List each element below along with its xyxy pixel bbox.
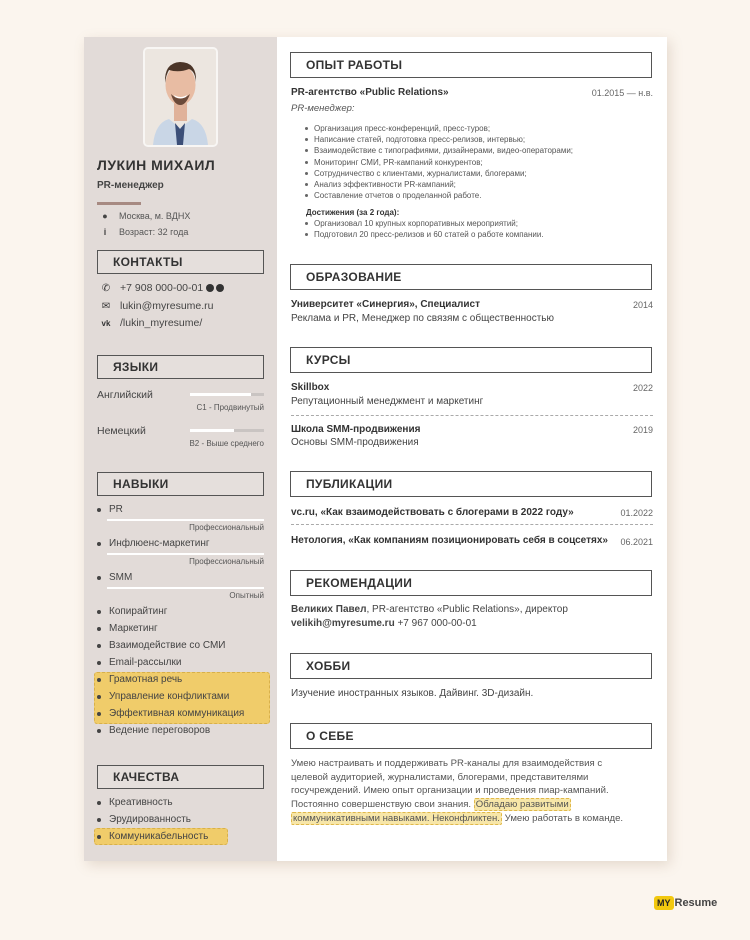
list-item: Мониторинг СМИ, PR-кампаний конкурентов; xyxy=(305,157,573,168)
list-item: Взаимодействие с типографиями, дизайнерами, видео-операторами; xyxy=(305,145,573,156)
publication-title[interactable]: vc.ru, «Как взаимодействовать с блогерами в 2022 году» xyxy=(291,507,574,518)
contact-vk[interactable] xyxy=(99,317,202,329)
skill-item: Взаимодействие со СМИ xyxy=(97,640,226,651)
skill-item: Маркетинг xyxy=(97,623,158,634)
course-name: Основы SMM-продвижения xyxy=(291,437,419,448)
quality-item: Креативность xyxy=(97,797,173,808)
skill-item: PR xyxy=(97,504,123,515)
recommendation-email[interactable]: velikih@myresume.ru xyxy=(291,618,395,629)
courses-heading: КУРСЫ xyxy=(290,347,652,373)
myresume-logo: MY Resume xyxy=(654,896,717,910)
phone-icon: ✆ xyxy=(101,282,111,294)
quality-item: Коммуникабельность xyxy=(97,831,208,842)
list-item: Анализ эффективности PR-кампаний; xyxy=(305,179,573,190)
publications-heading: ПУБЛИКАЦИИ xyxy=(290,471,652,497)
hobby-heading: ХОББИ xyxy=(290,653,652,679)
achievements-title: Достижения (за 2 года): xyxy=(306,208,400,217)
education-heading: ОБРАЗОВАНИЕ xyxy=(290,264,652,290)
profile-photo xyxy=(143,47,218,147)
contacts-heading: КОНТАКТЫ xyxy=(97,250,264,274)
course-year: 2019 xyxy=(632,425,653,435)
age-text: Возраст: 32 года xyxy=(119,227,189,237)
publication-divider xyxy=(291,524,653,525)
skill-item: Грамотная речь xyxy=(97,674,182,685)
resume-page xyxy=(84,37,667,861)
hobby-text: Изучение иностранных языков. Дайвинг. 3D-дизайн. xyxy=(291,688,534,699)
skill-item: Ведение переговоров xyxy=(97,725,210,736)
skill-item: Копирайтинг xyxy=(97,606,167,617)
language-level-bar xyxy=(190,429,264,432)
experience-dates: 01.2015 — н.в. xyxy=(591,88,653,98)
about-highlight: Обладаю развитыми xyxy=(475,799,569,811)
publication-date: 01.2022 xyxy=(620,508,653,518)
list-item: Организовал 10 крупных корпоративных мероприятий; xyxy=(305,218,544,229)
main-column xyxy=(277,37,667,861)
recommendation-contacts xyxy=(291,618,477,629)
phone-text: +7 908 000-00-01 xyxy=(120,282,204,294)
location-row xyxy=(99,211,190,221)
course-school: Школа SMM-продвижения xyxy=(291,424,421,435)
course-school: Skillbox xyxy=(291,382,330,393)
telegram-icon xyxy=(216,284,224,292)
experience-heading: ОПЫТ РАБОТЫ xyxy=(290,52,652,78)
list-item: Написание статей, подготовка пресс-релизов, интервью; xyxy=(305,134,573,145)
skill-level: Опытный xyxy=(229,591,264,600)
course-year: 2022 xyxy=(632,383,653,393)
accent-divider xyxy=(97,202,141,205)
age-row xyxy=(99,227,188,237)
mail-icon: ✉ xyxy=(101,300,111,312)
skill-item: SMM xyxy=(97,572,132,583)
skill-item: Инфлюенс-маркетинг xyxy=(97,538,210,549)
language-name: Немецкий xyxy=(97,425,146,437)
quality-item: Эрудированность xyxy=(97,814,191,825)
about-highlight: коммуникативными навыками. Неконфликтен. xyxy=(293,812,500,824)
achievements-list xyxy=(305,218,544,240)
info-icon: i xyxy=(103,227,107,237)
course-divider xyxy=(291,415,653,416)
duties-list xyxy=(305,123,573,201)
list-item: Подготовил 20 пресс-релизов и 60 статей о работе компании. xyxy=(305,229,544,240)
candidate-position: PR-менеджер xyxy=(97,180,164,191)
email-text: lukin@myresume.ru xyxy=(120,300,214,312)
recommendation-phone: +7 967 000-00-01 xyxy=(394,618,477,629)
course-name: Репутационный менеджмент и маркетинг xyxy=(291,396,484,407)
skill-item: Эффективная коммуникация xyxy=(97,708,244,719)
recommendation-person: Великих Павел, PR-агентство «Public Relations», директор xyxy=(291,604,568,615)
candidate-name: ЛУКИН МИХАИЛ xyxy=(97,157,216,173)
language-level-bar xyxy=(190,393,264,396)
experience-role: PR-менеджер: xyxy=(291,103,355,114)
contact-phone[interactable] xyxy=(99,282,224,294)
experience-company: PR-агентство «Public Relations» xyxy=(291,87,449,98)
vk-text: /lukin_myresume/ xyxy=(120,317,203,329)
skill-bar xyxy=(107,519,264,521)
list-item: Сотрудничество с клиентами, журналистами, блогерами; xyxy=(305,168,573,179)
about-heading: О СЕБЕ xyxy=(290,723,652,749)
contact-email[interactable] xyxy=(99,300,214,312)
skill-bar xyxy=(107,553,264,555)
skills-heading: НАВЫКИ xyxy=(97,472,264,496)
recommendations-heading: РЕКОМЕНДАЦИИ xyxy=(290,570,652,596)
language-level: B2 - Выше среднего xyxy=(189,439,264,448)
education-program: Реклама и PR, Менеджер по связям с общественностью xyxy=(291,313,555,324)
whatsapp-icon xyxy=(206,284,214,292)
education-year: 2014 xyxy=(632,300,653,310)
qualities-heading: КАЧЕСТВА xyxy=(97,765,264,789)
skill-item: Управление конфликтами xyxy=(97,691,229,702)
list-item: Составление отчетов о проделанной работе. xyxy=(305,190,573,201)
education-school: Университет «Синергия», Специалист xyxy=(291,299,480,310)
language-level: C1 - Продвинутый xyxy=(196,403,264,412)
sidebar xyxy=(84,37,277,861)
skill-level: Профессиональный xyxy=(189,523,264,532)
location-pin-icon: ● xyxy=(102,211,108,221)
skill-item: Email-рассылки xyxy=(97,657,181,668)
about-text: Умею настраивать и поддерживать PR-каналы для взаимодействия с целевой аудиторией, журналистами, блогерами, представителями госучреждений. Имею опыт организации и проведения пиар-кампаний. Постоянно совершенствую свои знания. Обладаю развитыми коммуникативными навыками. Неконфликтен. Умею работать в команде. xyxy=(291,758,624,824)
language-name: Английский xyxy=(97,389,153,401)
location-text: Москва, м. ВДНХ xyxy=(119,211,191,221)
languages-heading: ЯЗЫКИ xyxy=(97,355,264,379)
publication-title[interactable]: Нетология, «Как компаниям позиционировать себя в соцсетях» xyxy=(291,535,608,546)
list-item: Организация пресс-конференций, пресс-туров; xyxy=(305,123,573,134)
skill-level: Профессиональный xyxy=(189,557,264,566)
publication-date: 06.2021 xyxy=(620,537,653,547)
skill-bar xyxy=(107,587,264,589)
vk-icon: vk xyxy=(101,318,111,328)
